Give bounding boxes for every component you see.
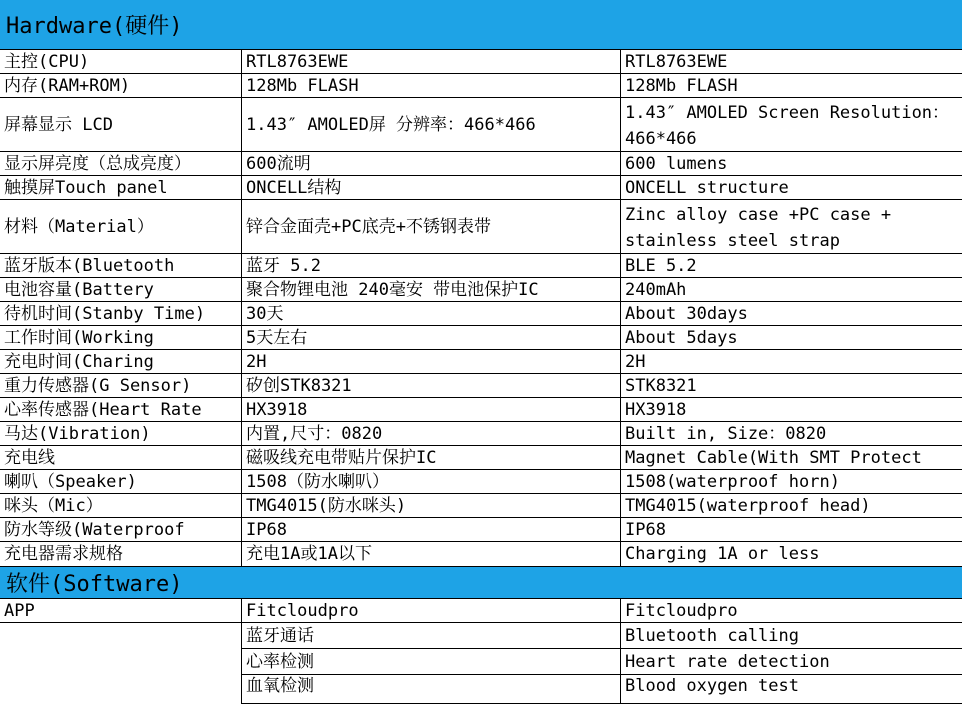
hardware-heading: Hardware(硬件)	[6, 14, 183, 39]
table-row	[0, 302, 962, 326]
spec-value-cn: 聚合物锂电池 240毫安 带电池保护IC	[242, 278, 621, 301]
spec-label: 充电时间(Charing	[0, 350, 242, 373]
spec-label: 心率传感器(Heart Rate	[0, 398, 242, 421]
spec-value-en: 2H	[625, 351, 646, 372]
spec-label: 工作时间(Working	[0, 326, 242, 349]
table-row	[0, 599, 962, 623]
spec-value-en: STK8321	[625, 375, 697, 396]
spec-value-cn: 600流明	[242, 152, 621, 175]
spec-value-en: About 30days	[625, 303, 748, 324]
spec-value-en: RTL8763EWE	[625, 51, 728, 72]
table-row	[0, 176, 962, 200]
spec-label	[0, 675, 242, 704]
table-row	[0, 350, 962, 374]
table-row	[0, 98, 962, 152]
spec-value-en: Charging 1A or less	[625, 544, 820, 564]
spec-label: 喇叭（Speaker)	[0, 470, 242, 493]
spec-value-cn: 内置,尺寸：0820	[242, 422, 621, 445]
table-row	[0, 542, 962, 567]
spec-value-en: Built in, Size：0820	[625, 423, 827, 444]
spec-label: 屏幕显示 LCD	[0, 98, 242, 151]
spec-label: 充电器需求规格	[0, 542, 242, 566]
spec-value-cn: 心率检测	[242, 649, 621, 675]
spec-value-cn: 30天	[242, 302, 621, 325]
spec-value-cn: 磁吸线充电带贴片保护IC	[242, 446, 621, 469]
spec-label: 主控(CPU)	[0, 50, 242, 73]
spec-value-en: Fitcloudpro	[625, 600, 738, 621]
spec-label: 蓝牙版本(Bluetooth	[0, 254, 242, 277]
table-row	[0, 470, 962, 494]
table-row	[0, 518, 962, 542]
table-row	[0, 398, 962, 422]
spec-value-cn: 蓝牙 5.2	[242, 254, 621, 277]
spec-value-cn: HX3918	[242, 398, 621, 421]
spec-value-en: Zinc alloy case +PC case + stainless steel strap	[625, 205, 892, 251]
spec-value-en: ONCELL structure	[625, 177, 789, 198]
spec-label: APP	[0, 599, 242, 622]
spec-value-cn: 充电1A或1A以下	[242, 542, 621, 566]
spec-label: 触摸屏Touch panel	[0, 176, 242, 199]
spec-value-cn: 128Mb FLASH	[242, 74, 621, 97]
spec-label: 重力传感器(G Sensor)	[0, 374, 242, 397]
spec-label: 材料（Material）	[0, 200, 242, 253]
spec-value-en: Blood oxygen test	[621, 675, 962, 704]
spec-value-en: Bluetooth calling	[621, 623, 962, 649]
spec-value-en: 128Mb FLASH	[625, 75, 738, 96]
spec-value-en: 1.43″ AMOLED Screen Resolution：466*466	[625, 103, 950, 149]
table-row	[0, 374, 962, 398]
spec-value-cn: Fitcloudpro	[242, 599, 621, 622]
hardware-section-header	[0, 0, 962, 50]
spec-value-en: 600 lumens	[625, 153, 728, 174]
table-row	[0, 278, 962, 302]
spec-label: 显示屏亮度（总成亮度）	[0, 152, 242, 175]
spec-value-cn: IP68	[242, 518, 621, 541]
table-row	[0, 50, 962, 74]
table-row	[0, 675, 962, 704]
spec-value-en: 1508(waterproof horn)	[625, 471, 840, 492]
spec-value-en: 240mAh	[625, 279, 687, 300]
table-row	[0, 200, 962, 254]
spec-value-en: Magnet Cable(With SMT Protect	[625, 447, 922, 468]
table-row	[0, 152, 962, 176]
table-row	[0, 74, 962, 98]
table-row	[0, 446, 962, 470]
spec-value-cn: 2H	[242, 350, 621, 373]
spec-value-cn: 蓝牙通话	[242, 623, 621, 649]
table-row	[0, 254, 962, 278]
spec-value-cn: 5天左右	[242, 326, 621, 349]
spec-value-en: BLE 5.2	[625, 255, 697, 276]
spec-value-cn: TMG4015(防水咪头)	[242, 494, 621, 517]
spec-value-cn: 锌合金面壳+PC底壳+不锈钢表带	[242, 200, 621, 253]
spec-value-cn: 矽创STK8321	[242, 374, 621, 397]
software-heading: 软件(Software)	[6, 572, 183, 597]
spec-label: 咪头（Mic）	[0, 494, 242, 517]
spec-label: 待机时间(Stanby Time)	[0, 302, 242, 325]
table-row	[0, 623, 962, 649]
spec-value-en: HX3918	[625, 399, 687, 420]
table-row	[0, 422, 962, 446]
spec-value-en: TMG4015(waterproof head)	[625, 495, 871, 516]
spec-value-cn: 1.43″ AMOLED屏 分辨率：466*466	[242, 98, 621, 151]
spec-label: 马达(Vibration)	[0, 422, 242, 445]
spec-label: 内存(RAM+ROM)	[0, 74, 242, 97]
table-row	[0, 649, 962, 675]
spec-value-cn: 1508（防水喇叭）	[242, 470, 621, 493]
spec-label	[0, 623, 242, 649]
table-row	[0, 326, 962, 350]
spec-value-en: IP68	[625, 519, 666, 540]
spec-value-cn: 血氧检测	[242, 675, 621, 704]
spec-value-cn: ONCELL结构	[242, 176, 621, 199]
spec-value-cn: RTL8763EWE	[242, 50, 621, 73]
spec-label: 充电线	[0, 446, 242, 469]
spec-label: 电池容量(Battery	[0, 278, 242, 301]
table-row	[0, 494, 962, 518]
spec-label: 防水等级(Waterproof	[0, 518, 242, 541]
spec-value-en: Heart rate detection	[621, 649, 962, 675]
software-section-header	[0, 567, 962, 599]
spec-value-en: About 5days	[625, 327, 738, 348]
spec-label	[0, 649, 242, 675]
